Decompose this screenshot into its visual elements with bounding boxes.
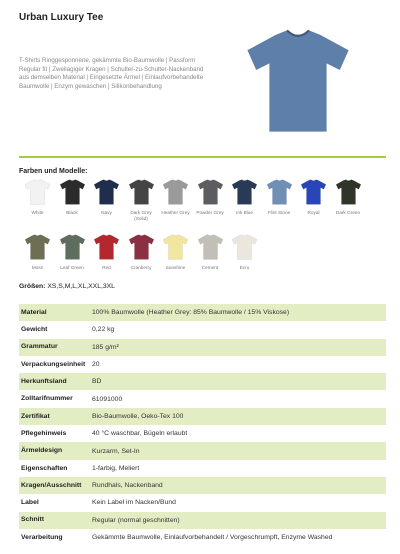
tshirt-icon <box>162 177 189 207</box>
color-swatch[interactable] <box>123 232 160 271</box>
spec-key: Schnitt <box>19 512 90 529</box>
tshirt-icon <box>197 232 224 262</box>
spec-row <box>19 304 386 321</box>
color-swatch[interactable] <box>157 232 194 271</box>
product-description: T-Shirts Ringgesponnene, gekämmte Bio-Baumwolle | Passform Regular fit | Zweilagiger Kragen | Schulter-zu-Schulter-Nackenband aus demselben Material | Eingesetzte Ärmel | Einlaufvorbehandelte Baumwolle | Enzym gewaschen | Silikonbehandlung <box>19 57 204 90</box>
spec-key: Verarbeitung <box>21 533 63 541</box>
color-swatch[interactable] <box>157 177 194 216</box>
spec-key: Zolltarifnummer <box>21 395 73 403</box>
spec-value: 100% Baumwolle (Heather Grey: 85% Baumwolle / 15% Viskose) <box>90 304 386 321</box>
color-swatch[interactable] <box>19 177 56 216</box>
color-swatch[interactable] <box>192 232 229 271</box>
color-swatch[interactable] <box>226 177 263 216</box>
spec-key: Ärmeldesign <box>19 442 90 459</box>
spec-value: 0,22 kg <box>92 326 115 334</box>
color-swatch-label: Cement <box>201 265 219 270</box>
spec-value: 61091000 <box>92 395 123 403</box>
tshirt-icon <box>197 177 224 207</box>
tshirt-icon <box>59 177 86 207</box>
spec-row <box>19 460 386 477</box>
spec-key: Pflegehinweis <box>21 429 67 437</box>
color-swatch-label: Sunshine <box>165 265 186 270</box>
color-swatch-label: Leaf Green <box>60 265 84 270</box>
color-swatch-label: Flint Stone <box>267 210 291 215</box>
color-swatch[interactable] <box>88 177 125 216</box>
tshirt-icon <box>24 177 51 207</box>
spec-value: 1-farbig, Meliert <box>92 464 140 472</box>
spec-table <box>19 304 386 546</box>
spec-row <box>19 321 386 338</box>
spec-value: 20 <box>92 361 100 369</box>
sizes-label: Größen: <box>19 283 46 290</box>
product-title: Urban Luxury Tee <box>19 12 104 23</box>
color-swatch[interactable] <box>19 232 56 271</box>
color-swatch[interactable] <box>123 177 160 222</box>
tshirt-icon <box>59 232 86 262</box>
color-swatch-label: Red <box>102 265 111 270</box>
color-swatch-label: White <box>31 210 44 215</box>
color-swatch[interactable] <box>54 177 91 216</box>
color-swatch-label: Dark Grey (Solid) <box>130 210 152 221</box>
spec-value: Kein Label im Nacken/Bund <box>92 499 176 507</box>
tshirt-icon <box>93 232 120 262</box>
color-swatch-label: Dark Green <box>335 210 361 215</box>
spec-row <box>19 477 386 494</box>
tshirt-icon <box>300 177 327 207</box>
section-divider <box>19 156 386 158</box>
color-swatch[interactable] <box>88 232 125 271</box>
spec-key: Kragen/Ausschnitt <box>19 477 90 494</box>
sizes-line <box>19 283 115 290</box>
color-swatch-label: Navy <box>101 210 112 215</box>
spec-row <box>19 373 386 390</box>
spec-row <box>19 529 386 546</box>
color-swatch-label: Moss <box>31 265 44 270</box>
color-swatch-label: Ink Blue <box>236 210 253 215</box>
spec-value: Regular (normal geschnitten) <box>90 512 386 529</box>
spec-row <box>19 512 386 529</box>
color-swatch-label: Powder Grey <box>196 210 224 215</box>
product-image <box>243 25 353 137</box>
color-swatch-label: Ecru <box>239 265 250 270</box>
spec-row <box>19 408 386 425</box>
spec-key: Zertifikat <box>19 408 90 425</box>
spec-key: Grammatur <box>19 339 90 356</box>
color-swatch[interactable] <box>192 177 229 216</box>
color-swatch[interactable] <box>295 177 332 216</box>
spec-row <box>19 494 386 511</box>
spec-value: Bio-Baumwolle, Oeko-Tex 100 <box>90 408 386 425</box>
tshirt-icon <box>93 177 120 207</box>
colors-heading: Farben und Modelle: <box>19 168 88 175</box>
tshirt-icon <box>24 232 51 262</box>
spec-key: Verpackungseinheit <box>21 360 86 368</box>
color-swatch-label: Black <box>66 210 78 215</box>
tshirt-icon <box>231 177 258 207</box>
color-swatch-label: Royal <box>307 210 320 215</box>
color-swatch[interactable] <box>261 177 298 216</box>
spec-key: Material <box>19 304 90 321</box>
color-swatch[interactable] <box>54 232 91 271</box>
spec-row <box>19 425 386 442</box>
color-swatch-label: Cranberry <box>130 265 152 270</box>
spec-row <box>19 390 386 407</box>
tshirt-icon <box>128 177 155 207</box>
sizes-value: XS,S,M,L,XL,XXL,3XL <box>47 283 115 290</box>
tshirt-icon <box>231 232 258 262</box>
spec-value: 40 °C waschbar, Bügeln erlaubt <box>92 430 188 438</box>
color-swatch[interactable] <box>226 232 263 271</box>
tshirt-icon <box>128 232 155 262</box>
spec-value: Rundhals, Nackenband <box>90 477 386 494</box>
spec-key: Label <box>21 499 39 507</box>
spec-row <box>19 339 386 356</box>
tshirt-icon <box>266 177 293 207</box>
tshirt-icon <box>335 177 362 207</box>
spec-key: Herkunftsland <box>19 373 90 390</box>
tshirt-icon <box>162 232 189 262</box>
spec-row <box>19 356 386 373</box>
spec-value: Kurzarm, Set-In <box>90 442 386 459</box>
spec-value: 185 g/m² <box>90 339 386 356</box>
spec-key: Eigenschaften <box>21 464 68 472</box>
spec-value: Gekämmte Baumwolle, Einlaufvorbehandelt / Vorgeschrumpft, Enzyme Washed <box>92 534 333 541</box>
color-swatch[interactable] <box>330 177 367 216</box>
spec-key: Gewicht <box>21 326 48 334</box>
spec-value: BD <box>90 373 386 390</box>
spec-row <box>19 442 386 459</box>
color-swatch-label: Heather Grey <box>161 210 190 215</box>
